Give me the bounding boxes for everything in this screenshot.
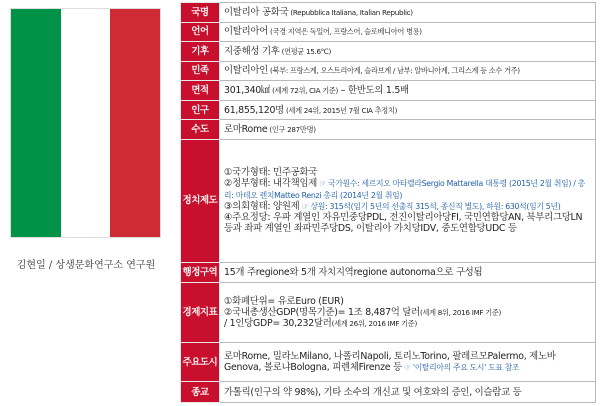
major-cities-ref: ☞ '이탈리아의 주요 도시' 도표 참조 bbox=[401, 363, 520, 373]
row-area bbox=[181, 81, 596, 101]
parliament-form bbox=[224, 201, 591, 212]
italian-flag bbox=[10, 8, 161, 238]
capital-text: 로마Rome bbox=[224, 124, 268, 136]
parliament-form-ref: ☞ 상원: 315석(임기 5년의 선출직 315석, 종신직 별도), 하원: 630석(임기 5년) bbox=[299, 201, 561, 211]
gdp-per-capita-note: (세계 26위, 2016 IMF 기준) bbox=[331, 319, 417, 329]
currency-unit: ①화폐단위= 유로Euro (EUR) bbox=[224, 295, 344, 307]
area-text: 301,340㎢ bbox=[224, 84, 271, 96]
flag-band-white bbox=[61, 9, 111, 237]
key-country-name: 국명 bbox=[181, 3, 220, 23]
value-capital bbox=[220, 120, 596, 140]
key-capital: 수도 bbox=[181, 120, 220, 140]
ethnicity-text: 이탈리아인 bbox=[224, 65, 269, 77]
flag-band-red bbox=[110, 9, 160, 237]
author-caption: 김현일 / 상생문화연구소 연구원 bbox=[16, 260, 156, 271]
major-cities-text: 로마Rome, 밀라노Milano, 나폴리Napoli, 토리노Torino, 팔레르모Palermo, 제노바Genova, 볼로냐Bologna, 피렌체Firenze 등 bbox=[224, 350, 556, 374]
gdp-text: ②국내총생산GDP(명목기준)= 1조 8,487억 달러 bbox=[224, 307, 420, 319]
value-major-cities bbox=[220, 343, 596, 382]
flag-band-green bbox=[11, 9, 61, 237]
value-religion: 가톨릭(인구의 약 98%), 기타 소수의 개신교 및 여호와의 증인, 이슬람교 등 bbox=[220, 382, 596, 403]
key-ethnicity: 민족 bbox=[181, 61, 220, 81]
key-administrative-divisions: 행정구역 bbox=[181, 262, 220, 283]
row-capital bbox=[181, 120, 596, 140]
key-population: 인구 bbox=[181, 100, 220, 120]
government-form-ref: ☞ 국가원수: 세르지오 마타렐라Sergio Mattarella 대통령 (2015년 2월 취임) / 총리: 마테오 렌치Matteo Renzi 총리 (2014년 2월 취임) bbox=[224, 179, 586, 200]
key-area: 면적 bbox=[181, 81, 220, 101]
area-comparison: – 한반도의 1.5배 bbox=[338, 84, 409, 96]
population-text: 61,855,120명 bbox=[224, 104, 284, 116]
climate-note: (연평균 15.6℃) bbox=[279, 46, 332, 56]
value-ethnicity bbox=[220, 61, 596, 81]
country-info-table bbox=[180, 2, 596, 403]
language-note: (국경 지역은 독일어, 프랑스어, 슬로베니아어 병용) bbox=[268, 27, 422, 37]
gdp-per-capita-text: / 1인당GDP= 30,232달러 bbox=[224, 318, 332, 330]
value-political-system bbox=[220, 140, 596, 263]
value-language bbox=[220, 22, 596, 42]
value-area bbox=[220, 81, 596, 101]
row-political-system bbox=[181, 140, 596, 263]
major-parties: ④주요정당: 우파 계열인 자유민중당PDL, 전진이탈리아당FI, 국민연합당AN, 북부리그당LN 등과 좌파 계열인 좌파민주당DS, 이탈리아 가치당IDV, 중도연합당UDC 등 bbox=[224, 212, 583, 235]
area-note: (세계 72위, CIA 기준) bbox=[270, 85, 339, 95]
parliament-form-text: ③의회형태: 양원제 bbox=[224, 200, 300, 212]
state-form: ①국가형태: 민주공화국 bbox=[224, 167, 318, 179]
row-administrative-divisions bbox=[181, 262, 596, 283]
value-population bbox=[220, 100, 596, 120]
country-name-note: (Repubblica Italiana, Italian Republic) bbox=[288, 7, 413, 17]
gdp-line bbox=[224, 307, 591, 318]
government-form-text: ②정부형태: 내각책임제 bbox=[224, 178, 318, 190]
value-economic-indicators bbox=[220, 283, 596, 343]
language-text: 이탈리아어 bbox=[224, 26, 269, 38]
ethnicity-note: (북부: 프랑스계, 오스트리아계, 슬라브계 / 남부: 알바니아계, 그리스계 등 소수 거주) bbox=[268, 66, 520, 76]
key-language: 언어 bbox=[181, 22, 220, 42]
key-major-cities: 주요도시 bbox=[181, 343, 220, 382]
row-climate bbox=[181, 42, 596, 62]
value-climate bbox=[220, 42, 596, 62]
value-administrative-divisions: 15개 주regione와 5개 자치지역regione autonoma으로 구성됨 bbox=[220, 262, 596, 283]
value-country-name bbox=[220, 3, 596, 23]
row-religion bbox=[181, 382, 596, 403]
row-economic-indicators bbox=[181, 283, 596, 343]
row-language bbox=[181, 22, 596, 42]
row-population bbox=[181, 100, 596, 120]
climate-text: 지중해성 기후 bbox=[224, 45, 280, 57]
gdp-per-capita-line bbox=[224, 318, 591, 329]
capital-note: (인구 287만명) bbox=[267, 125, 316, 135]
gdp-note: (세계 8위, 2016 IMF 기준) bbox=[419, 308, 502, 318]
government-form bbox=[224, 178, 591, 201]
key-climate: 기후 bbox=[181, 42, 220, 62]
country-name-text: 이탈리아 공화국 bbox=[224, 6, 289, 18]
row-country-name bbox=[181, 3, 596, 23]
key-economic-indicators: 경제지표 bbox=[181, 283, 220, 343]
population-note: (세계 24위, 2015년 7월 CIA 추정치) bbox=[283, 105, 398, 115]
row-ethnicity bbox=[181, 61, 596, 81]
key-religion: 종교 bbox=[181, 382, 220, 403]
key-political-system: 정치제도 bbox=[181, 140, 220, 263]
row-major-cities bbox=[181, 343, 596, 382]
